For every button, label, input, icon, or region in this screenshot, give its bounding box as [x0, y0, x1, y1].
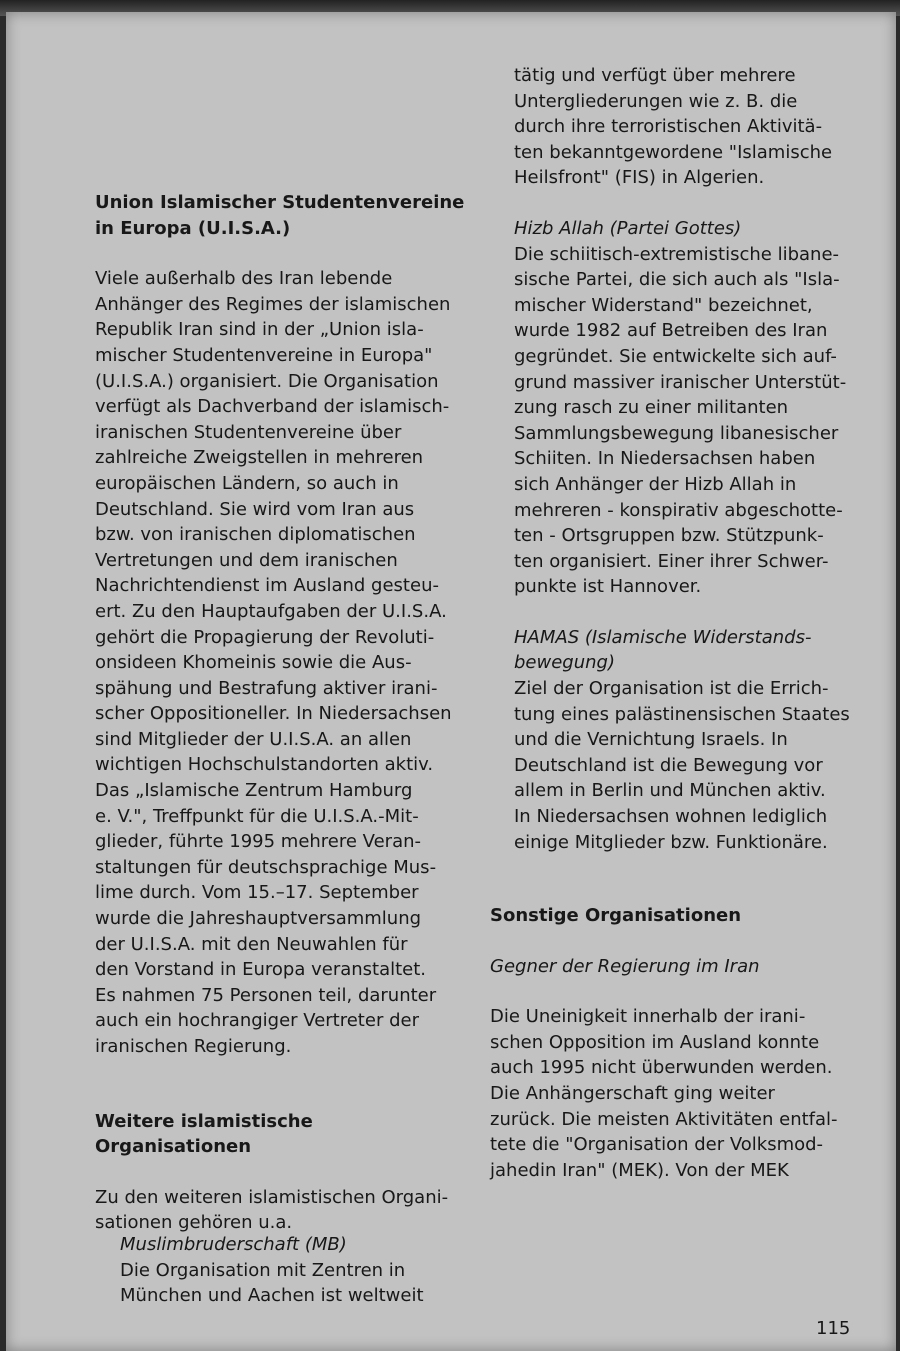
text-line: tete die "Organisation der Volksmod- — [490, 1134, 824, 1156]
text-line: sich Anhänger der Hizb Allah in — [514, 473, 797, 495]
text-line: europäischen Ländern, so auch in — [95, 472, 399, 494]
mb-block — [120, 1232, 450, 1309]
text-line: Deutschland. Sie wird vom Iran aus — [95, 498, 415, 520]
text-line: sind Mitglieder der U.I.S.A. an allen — [95, 728, 412, 750]
text-line: iranischen Studentenvereine über — [95, 421, 402, 443]
text-line: gegründet. Sie entwickelte sich auf- — [514, 345, 837, 367]
text-line: ten - Ortsgruppen bzw. Stützpunk- — [514, 525, 824, 547]
text-line: (U.I.S.A.) organisiert. Die Organisation — [95, 370, 439, 392]
text-line: tung eines palästinensischen Staates — [514, 703, 850, 725]
text-line: allem in Berlin und München aktiv. — [514, 780, 826, 802]
text-line: iranischen Regierung. — [95, 1036, 292, 1057]
paragraph-hamas — [514, 676, 859, 855]
text-line: ert. Zu den Hauptaufgaben der U.I.S.A. — [95, 600, 447, 622]
paragraph-gegner — [490, 1004, 860, 1183]
text-line: Ziel der Organisation ist die Errich- — [514, 678, 829, 700]
text-line: durch ihre terroristischen Aktivitä- — [514, 116, 823, 138]
text-line: gehört die Propagierung der Revoluti- — [95, 626, 435, 648]
text-line: mehreren - konspirativ abgeschotte- — [514, 499, 843, 521]
text-line: zurück. Die meisten Aktivitäten entfal- — [490, 1108, 838, 1130]
subheading-line: HAMAS (Islamische Widerstands- — [514, 626, 812, 648]
right-column-bottom — [490, 903, 860, 1183]
text-line: München und Aachen ist weltweit — [120, 1285, 424, 1307]
text-line: Schiiten. In Niedersachsen haben — [514, 448, 816, 470]
heading-line: Union Islamischer Studentenvereine — [95, 192, 465, 213]
text-line: verfügt als Dachverband der islamisch- — [95, 396, 450, 418]
text-line: lime durch. Vom 15.–17. September — [95, 882, 419, 904]
section-heading-uisa — [95, 190, 465, 241]
paragraph-intro — [95, 1185, 465, 1236]
text-line: zahlreiche Zweigstellen in mehreren — [95, 447, 424, 469]
text-line: wurde die Jahreshauptversammlung — [95, 908, 422, 930]
text-line: Anhänger des Regimes der islamischen — [95, 293, 451, 315]
section-heading-sonstige: Sonstige Organisationen — [490, 905, 742, 926]
text-line: und die Vernichtung Israels. In — [514, 729, 788, 751]
text-line: grund massiver iranischer Unterstüt- — [514, 371, 847, 393]
text-line: punkte ist Hannover. — [514, 576, 702, 598]
text-line: Die Uneinigkeit innerhalb der irani- — [490, 1006, 806, 1028]
subheading-hizb: Hizb Allah (Partei Gottes) — [514, 217, 742, 239]
right-column-top — [514, 63, 859, 855]
text-line: Die Anhängerschaft ging weiter — [490, 1082, 775, 1104]
text-line: Es nahmen 75 Personen teil, darunter — [95, 984, 437, 1006]
text-line: wichtigen Hochschulstandorten aktiv. — [95, 754, 434, 776]
text-line: onsideen Khomeinis sowie die Aus- — [95, 652, 412, 674]
text-line: jahedin Iran" (MEK). Von der MEK — [490, 1159, 789, 1181]
text-line: Sammlungsbewegung libanesischer — [514, 422, 839, 444]
text-line: einige Mitglieder bzw. Funktionäre. — [514, 831, 828, 853]
text-line: glieder, führte 1995 mehrere Veran- — [95, 831, 422, 853]
text-line: Vertretungen und dem iranischen — [95, 549, 398, 571]
section-heading-weitere: Weitere islamistische Organisationen — [95, 1110, 313, 1158]
text-line: zung rasch zu einer militanten — [514, 397, 789, 419]
text-line: Republik Iran sind in der „Union isla- — [95, 319, 424, 341]
paragraph-uisa — [95, 266, 465, 1059]
text-line: schen Opposition im Ausland konnte — [490, 1031, 820, 1053]
text-line: Viele außerhalb des Iran lebende — [95, 268, 393, 290]
text-line: staltungen für deutschsprachige Mus- — [95, 856, 437, 878]
subheading-mb: Muslimbruderschaft (MB) — [120, 1234, 347, 1255]
text-line: ten organisiert. Einer ihrer Schwer- — [514, 550, 829, 572]
text-line: In Niedersachsen wohnen lediglich — [514, 806, 828, 828]
heading-line: in Europa (U.I.S.A.) — [95, 217, 291, 239]
text-line: scher Oppositioneller. In Niedersachsen — [95, 703, 452, 725]
subheading-gegner: Gegner der Regierung im Iran — [490, 955, 760, 977]
text-line: e. V.", Treffpunkt für die U.I.S.A.-Mit- — [95, 805, 419, 827]
paragraph-continuation — [514, 63, 859, 191]
text-line: Die schiitisch-extremistische libane- — [514, 243, 840, 265]
text-line: spähung und Bestrafung aktiver irani- — [95, 677, 438, 699]
text-line: Untergliederungen wie z. B. die — [514, 90, 798, 112]
text-line: mischer Widerstand" bezeichnet, — [514, 294, 813, 316]
text-line: der U.I.S.A. mit den Neuwahlen für — [95, 933, 408, 955]
text-line: Heilsfront" (FIS) in Algerien. — [514, 167, 765, 189]
text-line: mischer Studentenvereine in Europa" — [95, 344, 433, 366]
text-line: auch ein hochrangiger Vertreter der — [95, 1010, 419, 1032]
paragraph-hizb — [514, 242, 859, 600]
text-line: den Vorstand in Europa veranstaltet. — [95, 959, 427, 981]
text-line: Zu den weiteren islamistischen Organi- — [95, 1186, 449, 1208]
text-line: wurde 1982 auf Betreiben des Iran — [514, 320, 828, 342]
text-line: Das „Islamische Zentrum Hamburg — [95, 780, 413, 802]
text-line: sische Partei, die sich auch als "Isla- — [514, 269, 840, 291]
text-line: bzw. von iranischen diplomatischen — [95, 524, 416, 546]
text-line: auch 1995 nicht überwunden werden. — [490, 1057, 833, 1079]
left-column — [95, 190, 465, 1236]
page-number: 115 — [816, 1318, 851, 1339]
subheading-line: bewegung) — [514, 652, 615, 674]
paragraph-mb — [120, 1258, 450, 1309]
text-line: sationen gehören u.a. — [95, 1212, 293, 1234]
subheading-hamas — [514, 625, 859, 676]
text-line: ten bekanntgewordene "Islamische — [514, 141, 833, 163]
text-line: Nachrichtendienst im Ausland gesteu- — [95, 575, 439, 597]
text-line: Deutschland ist die Bewegung vor — [514, 754, 823, 776]
text-line: Die Organisation mit Zentren in — [120, 1259, 406, 1281]
text-line: tätig und verfügt über mehrere — [514, 65, 796, 86]
